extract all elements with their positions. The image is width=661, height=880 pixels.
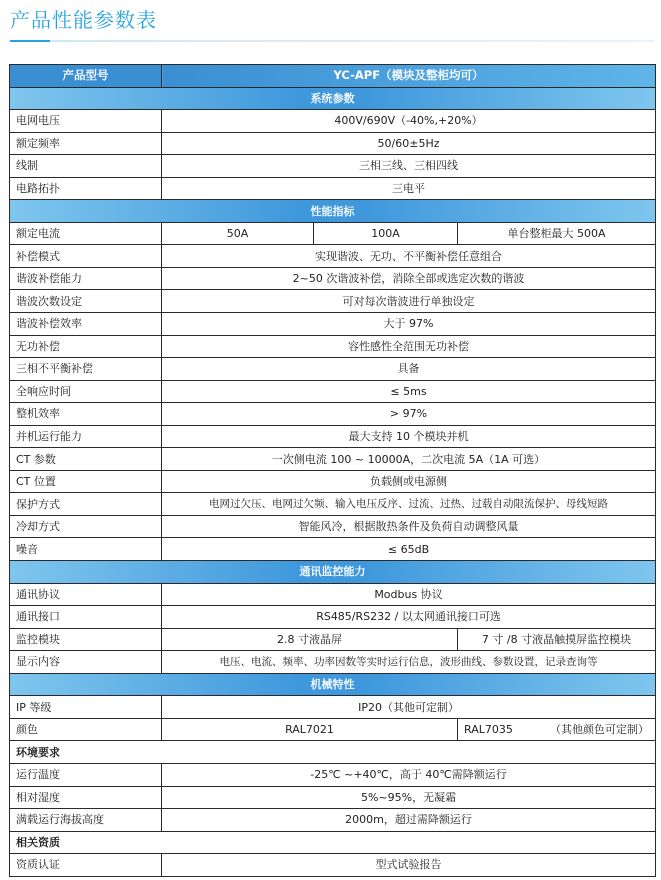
row-label: 全响应时间 <box>10 380 162 403</box>
table-row <box>10 403 656 426</box>
table-row <box>10 222 656 245</box>
row-value: 容性感性全范围无功补偿 <box>162 335 656 358</box>
table-row <box>10 448 656 471</box>
spec-table <box>9 64 656 877</box>
row-label: 显示内容 <box>10 651 162 674</box>
row-value: 一次侧电流 100 ~ 10000A，二次电流 5A（1A 可选） <box>162 448 656 471</box>
row-value: 智能风冷，根据散热条件及负荷自动调整风量 <box>162 515 656 538</box>
row-value: 三电平 <box>162 177 656 200</box>
table-row <box>10 110 656 133</box>
row-label: 电网电压 <box>10 110 162 133</box>
section-row-communication <box>10 561 656 584</box>
row-value: ≤ 5ms <box>162 380 656 403</box>
row-label: 保护方式 <box>10 493 162 516</box>
row-value: Modbus 协议 <box>162 583 656 606</box>
row-value-ral7021: RAL7021 <box>162 718 458 741</box>
row-label: 补偿模式 <box>10 245 162 268</box>
table-row <box>10 515 656 538</box>
row-value: 2000m，超过需降额运行 <box>162 809 656 832</box>
section-mechanical: 机械特性 <box>10 673 656 696</box>
section-communication: 通讯监控能力 <box>10 561 656 584</box>
subhead-qualification: 相关资质 <box>10 831 656 854</box>
row-value-lcd: 2.8 寸液晶屏 <box>162 628 458 651</box>
table-row <box>10 425 656 448</box>
row-label: 颜色 <box>10 718 162 741</box>
row-value: 5%~95%，无凝霜 <box>162 786 656 809</box>
row-value-500a: 单台整柜最大 500A <box>458 222 656 245</box>
row-label: 谐波次数设定 <box>10 290 162 313</box>
row-value-touchscreen: 7 寸 /8 寸液晶触摸屏监控模块 <box>458 628 656 651</box>
row-value: 实现谐波、无功、不平衡补偿任意组合 <box>162 245 656 268</box>
table-header-row <box>10 65 656 88</box>
row-label: 电路拓扑 <box>10 177 162 200</box>
row-value-ral7035: RAL7035 <box>464 723 513 737</box>
row-value: 具备 <box>162 358 656 381</box>
subhead-environment: 环境要求 <box>10 741 656 764</box>
section-row-system <box>10 87 656 110</box>
row-label: 监控模块 <box>10 628 162 651</box>
subhead-row-qualification <box>10 831 656 854</box>
row-value: RS485/RS232 / 以太网通讯接口可选 <box>162 606 656 629</box>
row-label: CT 位置 <box>10 470 162 493</box>
table-row <box>10 335 656 358</box>
table-row <box>10 380 656 403</box>
page-title: 产品性能参数表 <box>10 8 157 32</box>
section-performance: 性能指标 <box>10 200 656 223</box>
table-row <box>10 583 656 606</box>
row-value: 电网过欠压、电网过欠频、输入电压反序、过流、过热、过载自动限流保护、母线短路 <box>162 493 656 516</box>
row-label: 满载运行海拔高度 <box>10 809 162 832</box>
row-label: 通讯接口 <box>10 606 162 629</box>
table-row <box>10 786 656 809</box>
row-value: 大于 97% <box>162 313 656 336</box>
row-value: 电压、电流、频率、功率因数等实时运行信息，波形曲线、参数设置，记录查询等 <box>162 651 656 674</box>
row-label: 冷却方式 <box>10 515 162 538</box>
table-row <box>10 313 656 336</box>
title-divider <box>10 40 654 42</box>
row-value-100a: 100A <box>314 222 458 245</box>
row-value: 50/60±5Hz <box>162 132 656 155</box>
table-row <box>10 538 656 561</box>
row-value: 负载侧或电源侧 <box>162 470 656 493</box>
row-value: 400V/690V（-40%,+20%） <box>162 110 656 133</box>
row-label: 噪音 <box>10 538 162 561</box>
row-value: 最大支持 10 个模块并机 <box>162 425 656 448</box>
row-value-color-note: （其他颜色可定制） <box>550 723 650 737</box>
section-row-mechanical <box>10 673 656 696</box>
table-row <box>10 696 656 719</box>
row-label: 并机运行能力 <box>10 425 162 448</box>
row-label: 运行温度 <box>10 763 162 786</box>
table-row <box>10 177 656 200</box>
table-row <box>10 245 656 268</box>
table-row <box>10 470 656 493</box>
table-row <box>10 763 656 786</box>
row-label: 谐波补偿效率 <box>10 313 162 336</box>
row-value: > 97% <box>162 403 656 426</box>
table-row <box>10 606 656 629</box>
section-system: 系统参数 <box>10 87 656 110</box>
row-label: 三相不平衡补偿 <box>10 358 162 381</box>
row-value: 2~50 次谐波补偿，消除全部或选定次数的谐波 <box>162 267 656 290</box>
row-value-50a: 50A <box>162 222 314 245</box>
table-row <box>10 809 656 832</box>
row-label: 资质认证 <box>10 854 162 877</box>
table-row <box>10 290 656 313</box>
row-value: -25℃ ~+40℃，高于 40℃需降额运行 <box>162 763 656 786</box>
row-value: IP20（其他可定制） <box>162 696 656 719</box>
row-label: 通讯协议 <box>10 583 162 606</box>
row-value-ral7035-cell <box>458 718 656 741</box>
header-label: 产品型号 <box>10 65 162 88</box>
table-row <box>10 718 656 741</box>
table-row <box>10 132 656 155</box>
row-value: 可对每次谐波进行单独设定 <box>162 290 656 313</box>
row-label: 整机效率 <box>10 403 162 426</box>
table-row <box>10 358 656 381</box>
table-row <box>10 651 656 674</box>
row-label: 谐波补偿能力 <box>10 267 162 290</box>
table-row <box>10 267 656 290</box>
table-row <box>10 155 656 178</box>
row-label: 额定电流 <box>10 222 162 245</box>
header-model: YC-APF（模块及整柜均可） <box>162 65 656 88</box>
row-value: 三相三线、三相四线 <box>162 155 656 178</box>
row-label: 无功补偿 <box>10 335 162 358</box>
table-row <box>10 854 656 877</box>
row-label: 相对湿度 <box>10 786 162 809</box>
subhead-row-environment <box>10 741 656 764</box>
row-label: 线制 <box>10 155 162 178</box>
row-label: IP 等级 <box>10 696 162 719</box>
row-value: ≤ 65dB <box>162 538 656 561</box>
row-label: 额定频率 <box>10 132 162 155</box>
table-row <box>10 628 656 651</box>
table-row <box>10 493 656 516</box>
section-row-performance <box>10 200 656 223</box>
row-label: CT 参数 <box>10 448 162 471</box>
row-value: 型式试验报告 <box>162 854 656 877</box>
